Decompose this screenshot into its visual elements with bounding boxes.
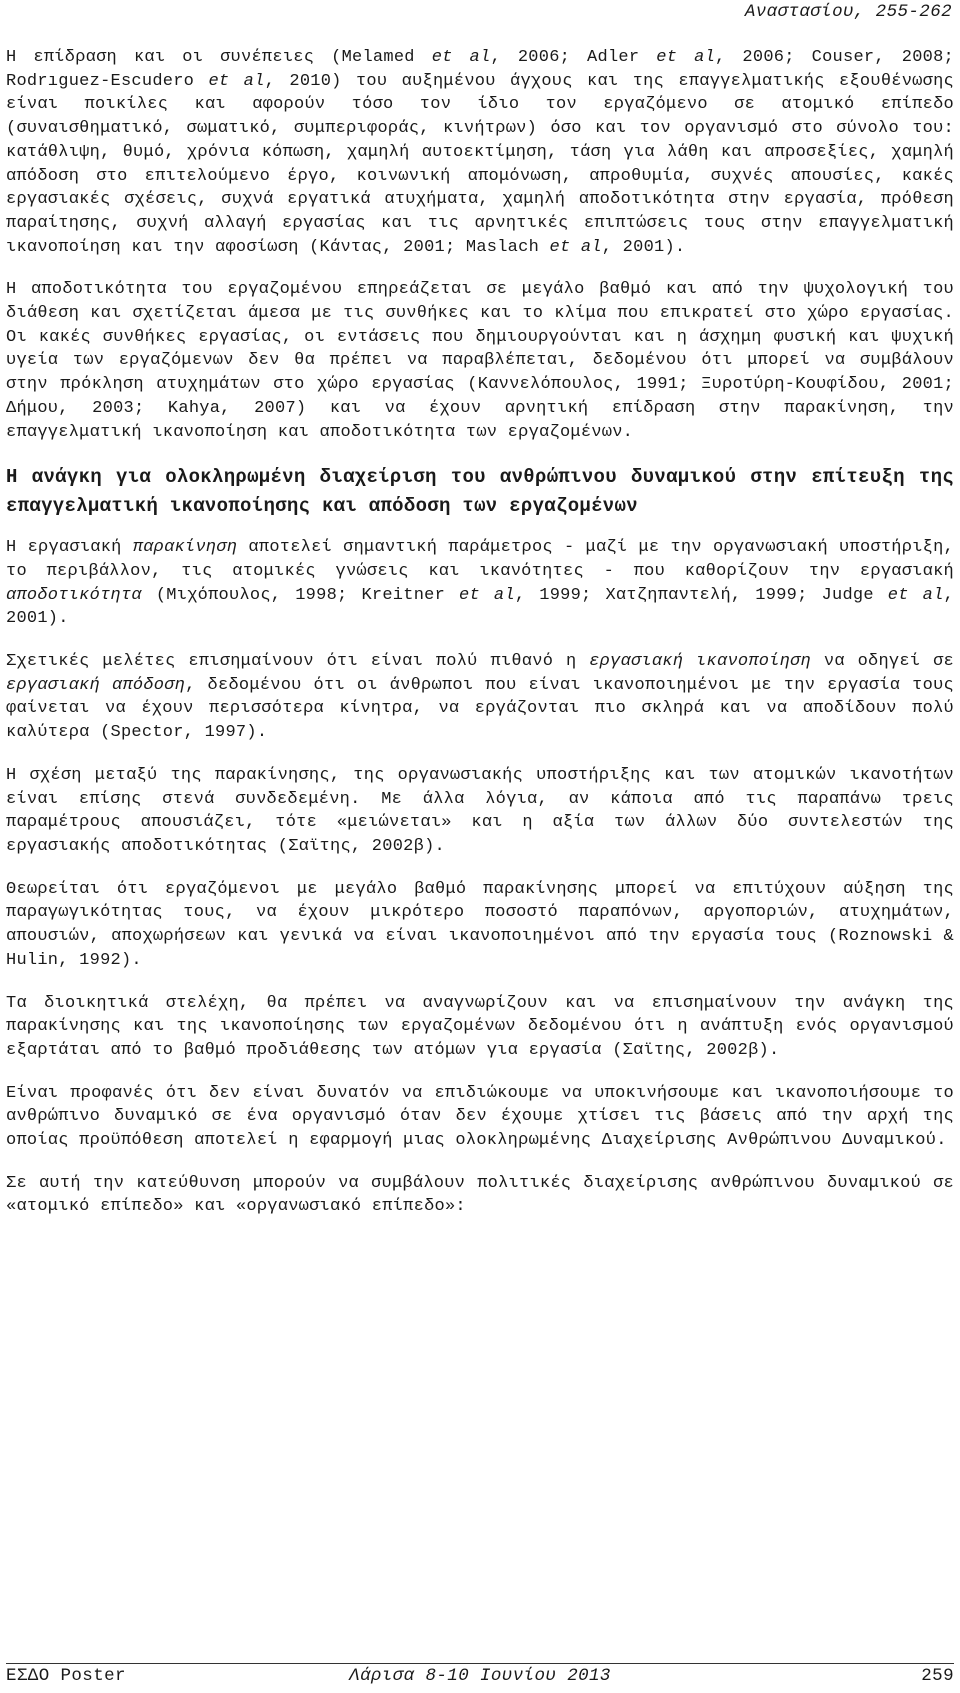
text-run: Η εργασιακή <box>6 538 133 558</box>
paragraph-hrm-policies: Σε αυτή την κατεύθυνση μπορούν να συμβάλουν πολιτικές διαχείρισης ανθρώπινου δυναμικού σε «ατομικό επίπεδο» και «οργανωσιακό επίπεδο»: <box>6 1173 954 1217</box>
text-run: , δεδομένου ότι οι άνθρωποι που είναι ικανοποιημένοι με την εργασία τους φαίνεται να έχουν περισσότερα κίνητρα, να εργάζονται πιο σκληρά και να αποδίδουν πολύ καλύτερα (Spector, 1997). <box>6 675 954 743</box>
italic-run: et al <box>549 237 602 257</box>
page-number: 259 <box>921 1666 954 1686</box>
paragraph-relationship: Η σχέση μεταξύ της παρακίνησης, της οργανωσιακής υποστήριξης και των ατομικών ικανοτήτων είναι επίσης στενά συνδεδεμένη. Με άλλα λόγια, αν κάποια από τις παραπάνω τρεις παραμέτρους απουσιάζει, τότε «μειώνεται» και η αξία των άλλων δύο συντελεστών της εργασιακής αποδοτικότητας (Σαϊτης, 2002β). <box>6 765 954 856</box>
text-run: , 2010) του αυξημένου άγχους και της επαγγελματικής εξουθένωσης είναι ποικίλες και αφορούν τόσο τον ίδιο τον εργαζόμενο σε ατομικό επίπεδο (συναισθηματικό, σωματικό, συμπεριφοράς, κινήτρων) όσο και τον οργανισμό στο σύνολο του: κατάθλιψη, θυμό, χρόνια κόπωση, χαμηλή αυτοεκτίμηση, τάση για λάθη και απροσεξίες, χαμηλή απόδοση στο επιτελούμενο έργο, κοινωνική απομόνωση, απροθυμία, συχνές απουσίες, κακές εργασιακές σχέσεις, συχνά εργατικά ατυχήματα, χαμηλή αποδοτικότητα στην εργασία, πρόθεση παραίτησης, συχνή αλλαγή εργασίας και τις αρνητικές επιπτώσεις τους στην επαγγελματική ικανοποίηση και την αφοσίωση (Κάντας, 2001; Maslach <box>6 71 954 257</box>
italic-run: παρακίνηση <box>132 538 238 558</box>
paragraph-productivity: Η αποδοτικότητα του εργαζομένου επηρεάζεται σε μεγάλο βαθμό και από την ψυχολογική του διάθεση και σχετίζεται άμεσα με τις συνθήκες και το κλίμα που επικρατεί στο χώρο εργασίας. Οι κακές συνθήκες εργασίας, οι εντάσεις που δημιουργούνται και η άσχημη φυσική και ψυχική υγεία των εργαζόμενων δεν θα πρέπει να παραβλέπεται, δεδομένου ότι μπορεί να συμβάλουν στην πρόκληση ατυχημάτων στο χώρο εργασίας (Καννελόπουλος, 1991; Ξυροτύρη-Κουφίδου, 2001; Δήμου, 2003; Kahya, 2007) και να έχουν αρνητική επίδραση στην παρακίνηση, την επαγγελματική ικανοποίηση και αποδοτικότητα των εργαζομένων. <box>6 280 954 442</box>
footer-conference: ΕΣΔΟ Poster <box>6 1666 126 1686</box>
text-run: Η επίδραση και οι συνέπειες (Melamed <box>6 48 432 67</box>
text-run: , 2001). <box>601 237 686 257</box>
footer-divider <box>6 1663 954 1664</box>
text-run: , 2006; Couser, 2008; Rodrıguez-Escudero <box>6 48 954 91</box>
italic-run: εργασιακή απόδοση <box>6 675 186 695</box>
paragraph-motivation <box>6 536 954 631</box>
paragraph-management: Τα διοικητικά στελέχη, θα πρέπει να αναγνωρίζουν και να επισημαίνουν την ανάγκη της παρακίνησης και της ικανοποίησης των εργαζομένων δεδομένου ότι η ανάπτυξη ενός οργανισμού εξαρτάται από το βαθμό προδιάθεσης των ατόμων για εργασία (Σαϊτης, 2002β). <box>6 993 954 1060</box>
text-run: αποτελεί σημαντική παράμετρος - μαζί με την οργανωσιακή υποστήριξη, το περιβάλλον, τις ατομικές γνώσεις και ικανότητες - που καθορίζουν την εργασιακή <box>6 538 955 581</box>
paragraph-hrm-foundation: Είναι προφανές ότι δεν είναι δυνατόν να επιδιώκουμε να υποκινήσουμε και ικανοποιήσουμε το ανθρώπινο δυναμικό σε ένα οργανισμό όταν δεν έχουμε χτίσει τις βάσεις από την αρχή της οποίας προϋπόθεση αποτελεί η εφαρμογή μιας ολοκληρωμένης Διαχείρισης Ανθρώπινου Δυναμικού. <box>6 1083 954 1151</box>
italic-run: et al <box>431 48 491 67</box>
section-heading: Η ανάγκη για ολοκληρωμένη διαχείριση του ανθρώπινου δυναμικού στην επίτευξη της επαγγελματική ικανοποίησης και απόδοση των εργαζομένων <box>6 466 954 517</box>
italic-run: et al <box>459 585 515 605</box>
italic-run: εργασιακή ικανοποίηση <box>589 652 812 672</box>
italic-run: et al <box>208 71 265 91</box>
text-run: , 2006; Adler <box>490 48 657 67</box>
text-run: να οδηγεί σε <box>811 652 954 672</box>
italic-run: αποδοτικότητα <box>6 585 142 605</box>
text-run: (Μιχόπουλος, 1998; Kreitner <box>141 585 460 605</box>
italic-run: et al <box>887 585 944 605</box>
text-run: , 2001). <box>6 585 954 629</box>
paragraph-stress-effects <box>6 46 954 259</box>
running-header: Αναστασίου, 255-262 <box>744 2 952 22</box>
paragraph-satisfaction <box>6 650 954 745</box>
page-body <box>6 46 954 1238</box>
italic-run: et al <box>656 48 716 67</box>
text-run: Σχετικές μελέτες επισημαίνουν ότι είναι πολύ πιθανό η <box>6 652 590 672</box>
paragraph-high-motivation: Θεωρείται ότι εργαζόμενοι με μεγάλο βαθμό παρακίνησης μπορεί να επιτύχουν αύξηση της παραγωγικότητας τους, να έχουν μικρότερο ποσοστό παραπόνων, αργοποριών, ατυχημάτων, απουσιών, αποχωρήσεων και γενικά να είναι ικανοποιημένοι από την εργασία τους (Roznowski & Hulin, 1992). <box>6 879 954 970</box>
footer-location-date: Λάρισα 8-10 Ιουνίου 2013 <box>349 1666 611 1686</box>
text-run: , 1999; Χατζηπαντελή, 1999; Judge <box>514 585 888 605</box>
